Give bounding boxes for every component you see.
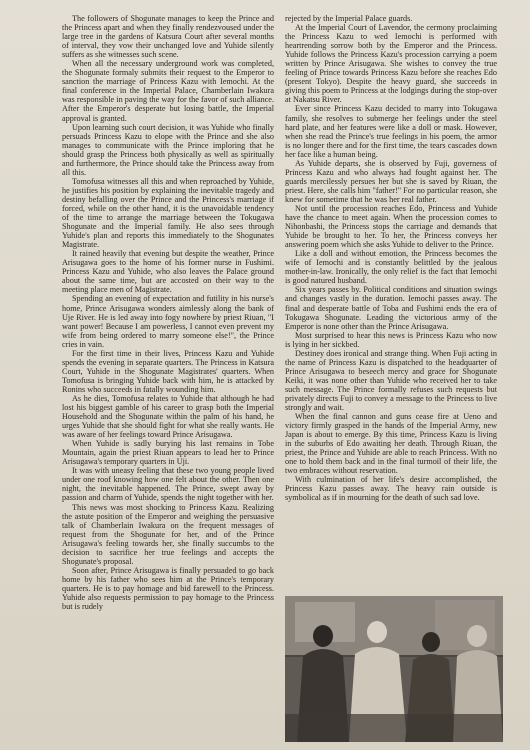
paragraph: Most surprised to hear this news is Princess Kazu who now is lying in her sickbed. bbox=[285, 330, 497, 349]
paragraph: Spending an evening of expectation and futility in his nurse's home, Prince Arisugawa wonders aimlessly along the bank of Uje River. He is led away into fogy nowhere by priest Riuan, "I want power! Because I am powerless, I cannot even prevent my wife from being ordered to marry someone else!", the Prince cries in vain. bbox=[62, 294, 274, 349]
right-text-column bbox=[285, 14, 497, 584]
paragraph: When all the necessary underground work was completed, the Shogunate formaly submits their request to the Emperor to sanction the marriage of Princess Kazu with Iemochi. At the final conference in the Imperial Palace, Chamberlain Iwakura was responsible in paving the way for the favor of such alliance. After the Emperor's desperate but losing battle, the Imperial approval is granted. bbox=[62, 59, 274, 123]
paragraph: It was with uneasy feeling that these two young people lived under one roof knowing how one felt about the other. Then one night, the inevitable happened. The Prince, swept away by passion and charm of Yuhide, spends the night together with her. bbox=[62, 466, 274, 503]
paragraph: Tomofusa witnesses all this and when reproached by Yuhide, he justifies his position by explaining the inevitable tragedy and destiny befalling over the Prince and the Princess's marriage if forced, while on the other hand, it is the unavoidable tendency of the time to arrange the marriage between the Tokugawa Shogunate and the Imperial family. He also sees through Yuhide's plan and reports this immediately to the Shogunates Magistrate. bbox=[62, 176, 274, 250]
paragraph: Six years passes by. Political conditions and situation swings and changes vastly in the duration. Iemochi passes away. The final and desperate battle of Toba and Fushimi ends the era of Tokugawa Shogunate. Leading the victorious army of the Emperor is none other than the Prince Arisugawa. bbox=[285, 285, 497, 331]
left-text-column bbox=[62, 14, 274, 740]
paragraph: When the final cannon and guns cease fire at Ueno and victory firmly grasped in the hands of the Imperial Army, new Japan is about to emerge. By this time, Princess Kazu is living in the suburbs of Edo awaiting her death. Through Riuan, the priest, the Prince and Yuhide are able to reach Princess. With no one to hold them back and in the final turmoil of their life, the two embraces without reservation. bbox=[285, 412, 497, 476]
paragraph: With culmination of her life's desire accomplished, the Princess Kazu passes away. The heavy rain outside is symbolical as if in mourning for the death of such sad love. bbox=[285, 475, 497, 503]
paragraph: Soon after, Prince Arisugawa is finally persuaded to go back home by his father who sees him at the Prince's temporary quarters. He is to pay homage and bid farewell to the Princess. Yuhide also requests permission to pay homage to the Princess but is rudely bbox=[62, 565, 274, 612]
paragraph: For the first time in their lives, Princess Kazu and Yuhide spends the evening in separate quarters. The Princess in Katsura Court, Yuhide in the Shogunate Magistrates' quarters. When Tomofusa is bringing Yuhide back with him, he is attacked by Ronins who succeeds in fatally wounding him. bbox=[62, 348, 274, 394]
paragraph: Upon learning such court decision, it was Yuhide who finally persuads Princess Kazu to elope with the Prince and she also manages to communicate with the Prince imploring that he should grasp the Princess both physically as well as spiritually and furthermore, the Prince should take the Princess away from all this. bbox=[62, 122, 274, 177]
paragraph: The followers of Shogunate manages to keep the Prince and the Princess apart and when they finally rendezvoused under the large tree in the gardens of Katsura Court after several months of interval, they vow their unchanged love and Yuhide silently suffers as she witnesses such scene. bbox=[62, 14, 274, 60]
paragraph: As he dies, Tomofusa relates to Yuhide that although he had lost his biggest gamble of his career to grasp both the Imperial Household and the Shogunate within the palm of his hand, he urges Yuhide that she should fight for what she really wants. He was aware of her feelings toward Prince Arisugawa. bbox=[62, 393, 274, 440]
paragraph: Not until the procession reaches Edo, Princess and Yuhide have the chance to meet again. When the procession comes to Nihonbashi, the Princess stops the carriage and demands that Yuhide be brought to her. To her, the Princess conveys her answering poem which she asks Yuhide to deliver to the Prince. bbox=[285, 203, 497, 250]
paragraph: Ever since Princess Kazu decided to marry into Tokugawa family, she resolves to submerge her feelings under the steel hard plate, and her features were like a doll or mask. However, when she read the Prince's true feelings in his poem, the armor is no longer there and for the first time, the tears cascades down her face like a human being. bbox=[285, 104, 497, 159]
paragraph: At the Imperial Court of Lavendor, the cermony proclaiming the Princess Kazu to wed Iemochi is performed with heartrending sorrow both by the Emperor and the Princess. Yuhide follows the Princess Kazu's procession carrying a poem written by Prince Arisugawa. She wishes to convey the true feeling of Prince towards Princess Kazu before she reaches Edo (present Tokyo). Despite the heavy guard, she succeeds in giving this poem to Princess at the lodgings during the stop-over at Nakatsu River. bbox=[285, 23, 497, 105]
paragraph: Destiney does ironical and strange thing. When Fuji acting in the name of Princess Kazu is dispatched to the headquarter of Prince Arisugawa to beseech mercy and grace for Shogunate Keiki, it was none other than Yuhide who received her to take such message. The Prince formally refuses such requests but privately directs Fuji to convey a message to the Princess to live strongly and wait. bbox=[285, 348, 497, 413]
paragraph: Like a doll and without emotion, the Princess becomes the wife of Iemochi and is constantly belittled by the jealous mother-in-law. Ironically, the only relief is the fact that Iemochi is good natured husband. bbox=[285, 249, 497, 286]
paragraph: This news was most shocking to Princess Kazu. Realizing the astute position of the Emperor and weighing the persuasive talk of Chamberlain Iwakura on the frequent messages of request from the Shogunate for her, and of the Prince Arisugawa's feeling towards her, she finally succumbs to the decision to sacrifice her true feelings and accepts the Shogunate's proposal. bbox=[62, 502, 274, 566]
paragraph: It rained heavily that evening but despite the weather, Prince Arisugawa goes to the home of his former nurse in Fushimi. Princess Kazu and Yuhide, who also leaves the Palace ground about the same time, but are accosted on their way to the meeting place men of Magistrate. bbox=[62, 249, 274, 295]
film-still-illustration bbox=[285, 596, 503, 742]
paragraph: rejected by the Imperial Palace guards. bbox=[285, 14, 413, 23]
paragraph: When Yuhide is sadly burying his last remains in Tobe Mountain, again the priest Riuan appears to lead her to Prince Arisugawa's temporary quarters in Uji. bbox=[62, 439, 274, 467]
film-still-photo bbox=[285, 596, 503, 742]
paragraph: As Yuhide departs, she is observed by Fuji, governess of Princess Kazu and who always had fought against her. The guards mercilessly persues her but she is saved by Riuan, the priest. Here, she calls him "father!" For no particular reason, she knew for sometime that he was her real father. bbox=[285, 158, 497, 204]
